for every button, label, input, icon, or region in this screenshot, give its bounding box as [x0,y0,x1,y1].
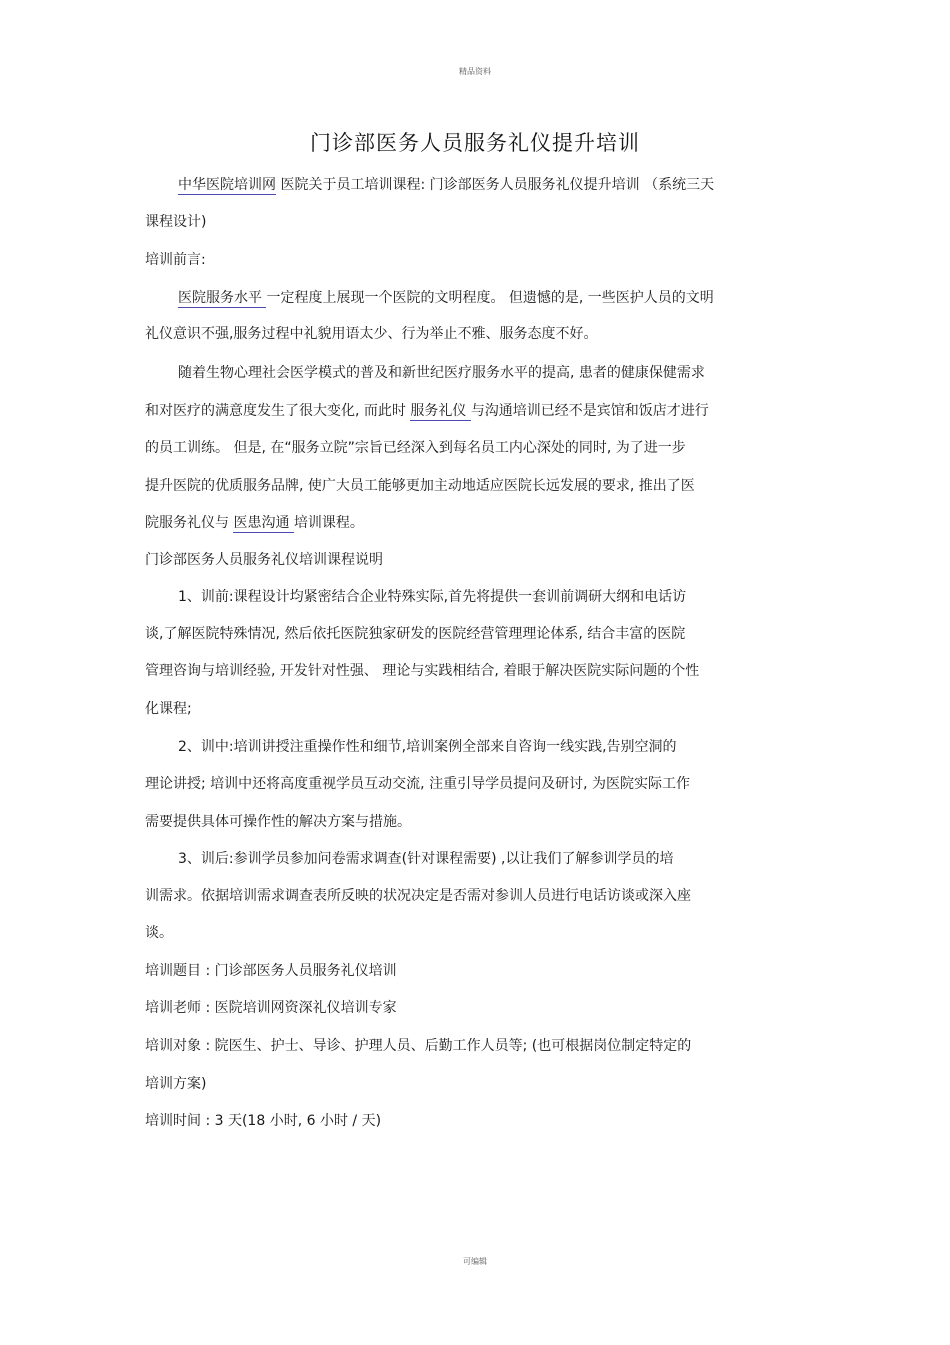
text-line [145,923,173,943]
document-title: 门诊部医务人员服务礼仪提升培训 [310,131,640,155]
text-line [145,438,686,458]
text-line [145,401,709,421]
text-line [145,250,206,270]
text-line [145,774,690,794]
hyperlink[interactable]: 医院服务水平 [178,290,267,306]
text-line [145,886,691,906]
text-line [145,550,383,570]
text-line [178,737,677,757]
text-line [178,175,714,195]
text-span: 培训题目 : 门诊部医务人员服务礼仪培训 [145,963,397,979]
text-line [145,661,699,681]
page-header: 精品资料 [459,67,491,76]
text-span: 培训前言: [145,252,206,268]
text-span: 需要提供具体可操作性的解决方案与措施。 [145,814,411,830]
text-span: 课程设计) [145,214,207,230]
text-line [145,624,685,644]
text-line [145,699,192,719]
text-span: 礼仪意识不强,服务过程中礼貌用语太少、行为举止不雅、服务态度不好。 [145,326,598,342]
text-line [145,324,597,344]
text-span: 随着生物心理社会医学模式的普及和新世纪医疗服务水平的提高, 患者的健康保健需求 [178,365,705,381]
text-span: 一定程度上展现一个医院的文明程度。 但遗憾的是, 一些医护人员的文明 [266,290,714,306]
hyperlink[interactable]: 服务礼仪 [410,403,471,419]
text-span: 和对医疗的满意度发生了很大变化, 而此时 [145,403,411,419]
text-span: 管理咨询与培训经验, 开发针对性强、 理论与实践相结合, 着眼于解决医院实际问题的个性 [145,663,700,679]
text-span: 与沟通培训已经不是宾馆和饭店才进行 [470,403,709,419]
text-span: 谈,了解医院特殊情况, 然后依托医院独家研发的医院经营管理理论体系, 结合丰富的医院 [145,626,686,642]
text-span: 的员工训练。 但是, 在“服务立院”宗旨已经深入到每名员工内心深处的同时, 为了进一步 [145,440,686,456]
page-footer: 可编辑 [463,1257,487,1266]
text-line [178,363,705,383]
text-line [145,1111,381,1131]
text-span: 培训课程。 [293,515,364,531]
text-span: 2、训中:培训讲授注重操作性和细节,培训案例全部来自咨询一线实践,告别空洞的 [178,739,677,755]
text-span: 理论讲授; 培训中还将高度重视学员互动交流, 注重引导学员提问及研讨, 为医院实际工作 [145,776,690,792]
text-line [145,998,397,1018]
text-line [145,476,695,496]
text-span: 院服务礼仪与 [145,515,234,531]
text-line [145,961,397,981]
text-span: 训需求。依据培训需求调查表所反映的状况决定是否需对参训人员进行电话访谈或深入座 [145,888,691,904]
text-span: 门诊部医务人员服务礼仪培训课程说明 [145,552,383,568]
text-line [178,288,714,308]
text-line [178,849,673,869]
text-span: 医院关于员工培训课程: 门诊部医务人员服务礼仪提升培训 （系统三天 [276,177,715,193]
text-span: 培训方案) [145,1076,207,1092]
text-span: 提升医院的优质服务品牌, 使广大员工能够更加主动地适应医院长远发展的要求, 推出了医 [145,478,695,494]
text-span: 培训对象 : 院医生、护士、导诊、护理人员、后勤工作人员等; (也可根据岗位制定特定的 [145,1038,692,1054]
text-line [178,587,686,607]
hyperlink[interactable]: 中华医院培训网 [178,177,276,193]
text-line [145,1036,691,1056]
text-line [145,812,411,832]
text-span: 培训老师 : 医院培训网资深礼仪培训专家 [145,1000,397,1016]
text-span: 3、训后:参训学员参加问卷需求调查(针对课程需要) ,以让我们了解参训学员的培 [178,851,674,867]
text-line [145,1074,206,1094]
text-span: 谈。 [145,925,173,941]
text-span: 化课程; [145,701,192,717]
text-line [145,212,206,232]
text-span: 1、训前:课程设计均紧密结合企业特殊实际,首先将提供一套训前调研大纲和电话访 [178,589,687,605]
text-span: 培训时间 : 3 天(18 小时, 6 小时 / 天) [145,1113,382,1129]
text-line [145,513,364,533]
hyperlink[interactable]: 医患沟通 [233,515,294,531]
